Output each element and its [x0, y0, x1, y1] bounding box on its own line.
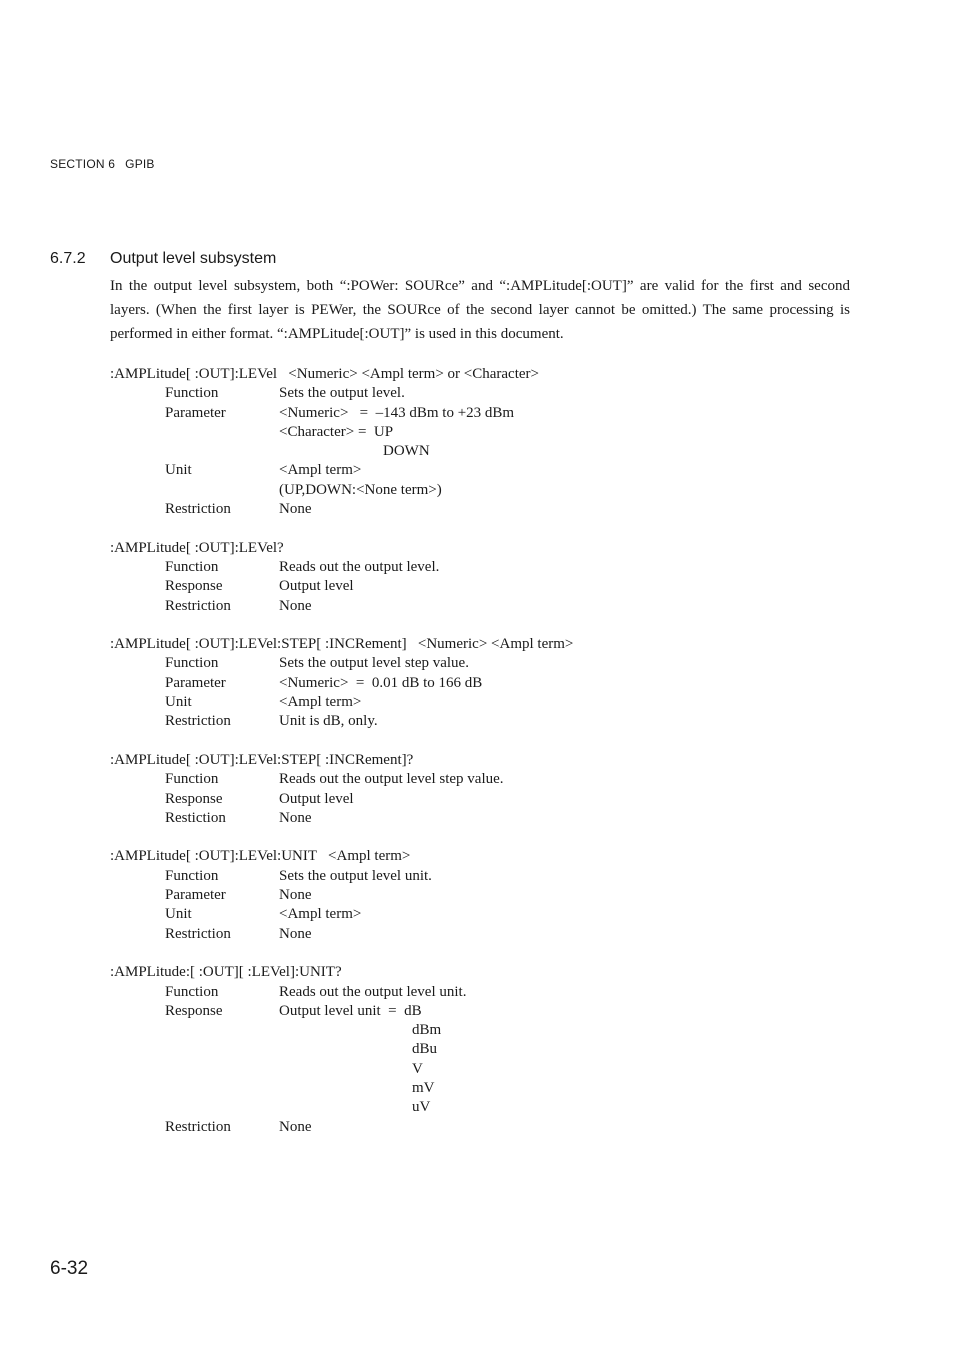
section-number: 6.7.2	[50, 250, 86, 267]
restriction-value: Unit is dB, only.	[279, 713, 378, 730]
parameter-continuation	[110, 442, 850, 461]
unit-value: <Ampl term>	[279, 694, 362, 711]
restriction-label: Restiction	[165, 809, 226, 826]
unit-label: Unit	[165, 906, 192, 923]
intro-text: In the output level subsystem, both “:POWer: SOURce” and “:AMPLitude[:OUT]” are valid for the first and second layers. (When the first layer is PEWer, the SOURce of the second layer cannot be omitted.) The same processing is performed in either format. “:AMPLitude[:OUT]” is used in this document.	[110, 278, 850, 342]
response-label: Response	[165, 1002, 223, 1019]
command-title: :AMPLitude[ :OUT]:LEVel:STEP[ :INCRement] <Numeric> <Ampl term>	[110, 636, 574, 653]
restriction-label: Restriction	[165, 925, 231, 942]
unit-value: <Ampl term>	[279, 462, 362, 479]
function-row	[110, 384, 850, 403]
function-label: Function	[165, 655, 219, 672]
parameter-value: <Numeric> = –143 dBm to +23 dBm	[279, 404, 515, 421]
command-block	[110, 365, 850, 519]
function-value: Reads out the output level step value.	[279, 771, 504, 788]
restriction-label: Restriction	[165, 501, 231, 518]
response-label: Response	[165, 578, 223, 595]
function-label: Function	[165, 983, 219, 1000]
response-label: Response	[165, 790, 223, 807]
function-label: Function	[165, 558, 219, 575]
header-chapter: GPIB	[125, 157, 155, 171]
function-value: Sets the output level step value.	[279, 655, 469, 672]
response-value: Output level	[279, 790, 354, 807]
restriction-label: Restriction	[165, 597, 231, 614]
response-unit: uV	[412, 1099, 431, 1116]
function-row	[110, 770, 850, 789]
restriction-label: Restriction	[165, 713, 231, 730]
restriction-value: None	[279, 925, 312, 942]
function-row	[110, 983, 850, 1002]
command-block	[110, 539, 850, 616]
response-row	[110, 790, 850, 809]
command-title: :AMPLitude[ :OUT]:LEVel:STEP[ :INCRement]?	[110, 751, 414, 768]
parameter-label: Parameter	[165, 887, 226, 904]
restriction-value: None	[279, 501, 312, 518]
restriction-row	[110, 597, 850, 616]
function-label: Function	[165, 771, 219, 788]
section-heading: Output level subsystem	[110, 250, 277, 267]
function-value: Reads out the output level unit.	[279, 983, 467, 1000]
command-block	[110, 963, 850, 1137]
response-unit: mV	[412, 1079, 435, 1096]
parameter-row	[110, 886, 850, 905]
response-row	[110, 577, 850, 596]
response-unit-item	[110, 1040, 850, 1059]
parameter-row	[110, 674, 850, 693]
function-value: Sets the output level unit.	[279, 867, 432, 884]
parameter-label: Parameter	[165, 674, 226, 691]
unit-value: <Ampl term>	[279, 906, 362, 923]
restriction-row	[110, 1118, 850, 1137]
restriction-value: None	[279, 1118, 312, 1135]
function-value: Reads out the output level.	[279, 558, 440, 575]
restriction-label: Restriction	[165, 1118, 231, 1135]
unit-row	[110, 905, 850, 924]
unit-label: Unit	[165, 694, 192, 711]
command-title: :AMPLitude:[ :OUT][ :LEVel]:UNIT?	[110, 964, 342, 981]
function-row	[110, 867, 850, 886]
parameter-character-down: DOWN	[383, 443, 430, 460]
response-value: Output level unit = dB	[279, 1002, 422, 1019]
response-unit: dBm	[412, 1022, 442, 1039]
unit-label: Unit	[165, 462, 192, 479]
function-row	[110, 558, 850, 577]
unit-row	[110, 693, 850, 712]
parameter-continuation	[110, 423, 850, 442]
parameter-label: Parameter	[165, 404, 226, 421]
restriction-row	[110, 925, 850, 944]
response-unit: dBu	[412, 1041, 438, 1058]
parameter-row	[110, 404, 850, 423]
restriction-row	[110, 500, 850, 519]
command-list	[110, 365, 850, 1156]
function-value: Sets the output level.	[279, 385, 405, 402]
function-row	[110, 654, 850, 673]
response-value: Output level	[279, 578, 354, 595]
command-title: :AMPLitude[ :OUT]:LEVel:UNIT <Ampl term>	[110, 848, 411, 865]
restriction-value: None	[279, 809, 312, 826]
response-row	[110, 1002, 850, 1021]
command-title: :AMPLitude[ :OUT]:LEVel?	[110, 539, 284, 556]
restriction-value: None	[279, 597, 312, 614]
parameter-value: None	[279, 887, 312, 904]
unit-continuation	[110, 481, 850, 500]
command-block	[110, 751, 850, 828]
intro-paragraph	[110, 274, 850, 346]
function-label: Function	[165, 867, 219, 884]
header-section: SECTION 6	[50, 157, 116, 171]
parameter-value: <Numeric> = 0.01 dB to 166 dB	[279, 674, 483, 691]
section-title	[50, 250, 276, 268]
response-unit-item	[110, 1021, 850, 1040]
response-unit: V	[412, 1060, 423, 1077]
page-number: 6-32	[50, 1258, 89, 1279]
parameter-character: <Character> = UP	[279, 423, 394, 440]
command-title: :AMPLitude[ :OUT]:LEVel <Numeric> <Ampl term> or <Character>	[110, 366, 539, 382]
command-block	[110, 847, 850, 943]
unit-row	[110, 461, 850, 480]
unit-value-2: (UP,DOWN:<None term>)	[279, 481, 442, 498]
response-unit-item	[110, 1098, 850, 1117]
page-header	[50, 157, 155, 171]
function-label: Function	[165, 385, 219, 402]
restriction-row	[110, 809, 850, 828]
response-unit-item	[110, 1060, 850, 1079]
command-block	[110, 635, 850, 731]
restriction-row	[110, 712, 850, 731]
response-unit-item	[110, 1079, 850, 1098]
